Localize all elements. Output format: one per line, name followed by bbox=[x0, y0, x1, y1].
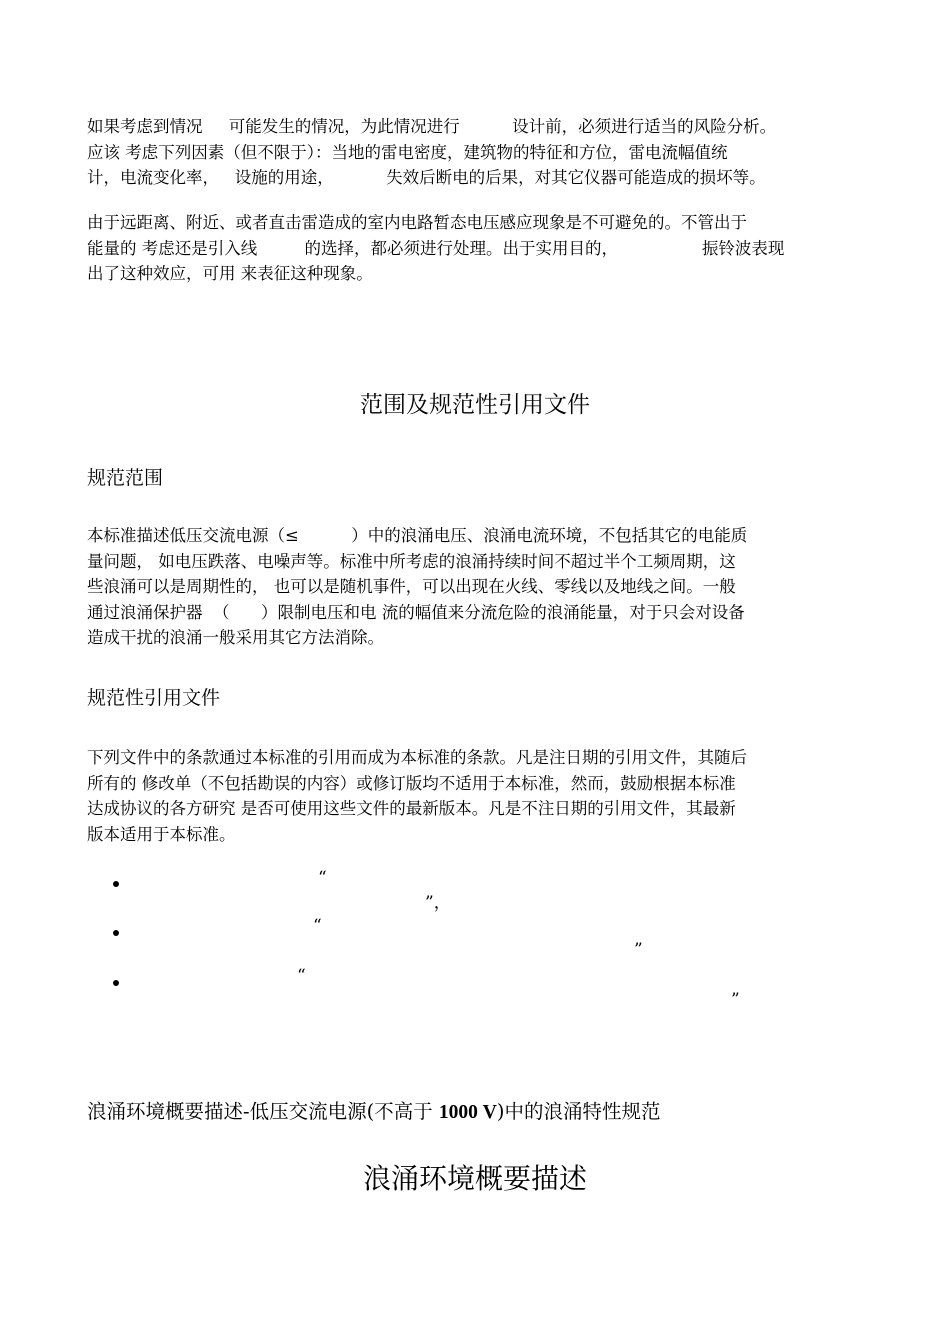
open-quote: “ bbox=[318, 868, 327, 888]
scope-heading: 规范范围 bbox=[87, 467, 164, 489]
bullet-icon bbox=[113, 980, 119, 986]
section-title: 范围及规范性引用文件 bbox=[360, 392, 590, 418]
document-heading bbox=[87, 1096, 660, 1124]
text-line: 本标准描述低压交流电源（≤ ）中的浪涌电压、浪涌电流环境，不包括其它的电能质 bbox=[87, 526, 748, 545]
text-line: 些浪涌可以是周期性的， 也可以是随机事件，可以出现在火线、零线以及地线之间。一般 bbox=[87, 577, 736, 596]
bullet-icon bbox=[113, 930, 119, 936]
heading-text: )中的浪涌特性规范 bbox=[496, 1100, 661, 1123]
references-heading: 规范性引用文件 bbox=[87, 687, 221, 709]
text-line: 由于远距离、附近、或者直击雷造成的室内电路暂态电压感应现象是不可避免的。不管出于 bbox=[87, 213, 747, 232]
text-line: 量问题， 如电压跌落、电噪声等。标准中所考虑的浪涌持续时间不超过半个工频周期，这 bbox=[87, 551, 736, 571]
text-line: 造成干扰的浪涌一般采用其它方法消除。 bbox=[87, 628, 384, 647]
heading-text: 浪涌环境概要描述-低压交流电源(不高于 bbox=[87, 1100, 439, 1123]
text-line: 所有的 修改单（不包括勘误的内容）或修订版均不适用于本标准，然而，鼓励根据本标准 bbox=[87, 773, 736, 793]
text-line: 版本适用于本标准。 bbox=[87, 824, 236, 844]
close-quote: ”， bbox=[425, 893, 451, 913]
heading-voltage: 1000 V bbox=[438, 1102, 497, 1123]
intro-paragraph-1 bbox=[87, 114, 776, 191]
intro-paragraph-2 bbox=[87, 210, 784, 287]
main-title: 浪涌环境概要描述 bbox=[362, 1162, 587, 1195]
text-line: 计，电流变化率， 设施的用途， 失效后断电的后果，对其它仪器可能造成的损坏等。 bbox=[87, 168, 766, 187]
text-line: 应该 考虑下列因素（但不限于）：当地的雷电密度，建筑物的特征和方位，雷电流幅值统 bbox=[87, 142, 728, 162]
text-line: 下列文件中的条款通过本标准的引用而成为本标准的条款。凡是注日期的引用文件，其随后 bbox=[87, 748, 747, 767]
bullet-icon bbox=[113, 881, 119, 887]
open-quote: “ bbox=[297, 966, 306, 986]
text-line: 出了这种效应，可用 来表征这种现象。 bbox=[87, 264, 373, 283]
references-paragraph bbox=[87, 745, 747, 847]
close-quote: ” bbox=[731, 990, 740, 1010]
text-line: 达成协议的各方研究 是否可使用这些文件的最新版本。凡是不注日期的引用文件，其最新 bbox=[87, 799, 736, 818]
close-quote: ” bbox=[634, 940, 643, 960]
text-line: 通过浪涌保护器 （ ）限制电压和电 流的幅值来分流危险的浪涌能量，对于只会对设备 bbox=[87, 602, 745, 622]
scope-paragraph bbox=[87, 523, 747, 651]
text-line: 能量的 考虑还是引入线 的选择，都必须进行处理。出于实用目的， 振铃波表现 bbox=[87, 238, 785, 258]
open-quote: “ bbox=[313, 916, 322, 936]
text-line: 如果考虑到情况 可能发生的情况，为此情况进行 设计前，必须进行适当的风险分析。 bbox=[87, 117, 777, 136]
